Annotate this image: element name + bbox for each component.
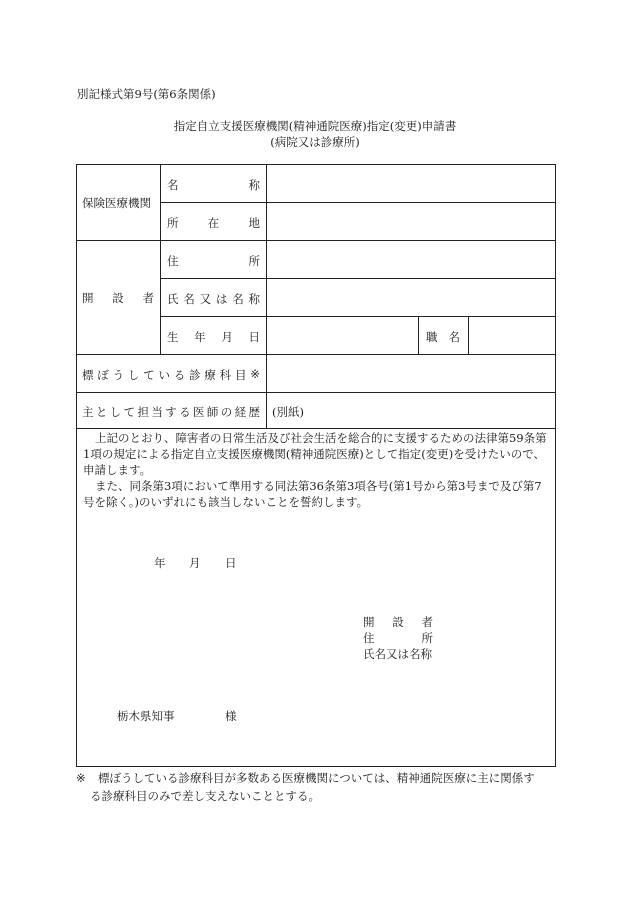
addressee-honorific: 様 [225, 709, 237, 723]
row-divider [160, 278, 556, 279]
footnote-line-2: る診療科目のみで差し支えないこととする。 [90, 789, 320, 803]
signature-founder-label: 開 設 者 [363, 615, 433, 629]
row-divider [160, 202, 556, 203]
form-subtitle: (病院又は診療所) [270, 135, 360, 149]
declaration-text [83, 430, 553, 510]
addressee-governor: 栃木県知事 [117, 709, 175, 723]
date-month: 月 [189, 556, 201, 570]
row-divider [76, 240, 556, 241]
birthdate-field[interactable] [268, 318, 417, 353]
footnote-mark: ※ [76, 771, 86, 785]
form-title: 指定自立支援医療機関(精神通院医療)指定(変更)申請書 [173, 119, 457, 133]
date-day: 日 [225, 556, 237, 570]
founder-name-label: 氏 名 又 は 名 称 [167, 292, 260, 306]
departments-field[interactable] [268, 356, 554, 391]
row-divider [160, 316, 556, 317]
footnote [76, 769, 556, 805]
location-label: 所 在 地 [167, 216, 260, 230]
address-label: 住 所 [167, 254, 260, 268]
column-divider [468, 316, 469, 354]
name-label: 名 称 [167, 178, 260, 192]
declaration-paragraph-1: 上記のとおり、障害者の日常生活及び社会生活を総合的に支援するための法律第59条第1項の規定による指定自立支援医療機関(精神通院医療)として指定(変更)を受けたいので、申請します。 [83, 431, 547, 477]
doctor-history-value: (別紙) [272, 405, 304, 419]
birthdate-label: 生 年 月 日 [167, 330, 260, 344]
signature-address-label: 住 所 [363, 631, 433, 645]
job-title-field[interactable] [470, 318, 554, 353]
declaration-paragraph-2: また、同条第3項において準用する同法第36条第3項各号(第1号から第3号まで及び第7号を除く。)のいずれにも該当しないことを誓約します。 [83, 479, 542, 509]
row-divider [76, 354, 556, 355]
column-divider [418, 316, 419, 354]
row-divider [76, 392, 556, 393]
form-id: 別記様式第9号(第6条関係) [77, 87, 216, 101]
column-divider [160, 164, 161, 354]
row-divider [76, 428, 556, 429]
institution-name-field[interactable] [268, 166, 554, 201]
footnote-line-1: 標ぼうしている診療科目が多数ある医療機関については、精神通院医療に主に関係す [98, 771, 535, 785]
signature-name-label: 氏名又は名称 [363, 647, 432, 661]
institution-group-label: 保険医療機関 [82, 196, 151, 210]
founder-name-field[interactable] [268, 280, 554, 315]
date-year: 年 [154, 556, 166, 570]
doctor-history-label: 主 と し て 担 当 す る 医 師 の 経 歴 [82, 405, 260, 419]
job-title-label: 職 名 [426, 330, 460, 344]
departments-label: 標 ぼ う し て い る 診 療 科 目 ※ [82, 367, 260, 382]
founder-group-label: 開 設 者 [82, 291, 154, 305]
column-divider [266, 164, 267, 428]
founder-address-field[interactable] [268, 242, 554, 277]
institution-location-field[interactable] [268, 204, 554, 239]
